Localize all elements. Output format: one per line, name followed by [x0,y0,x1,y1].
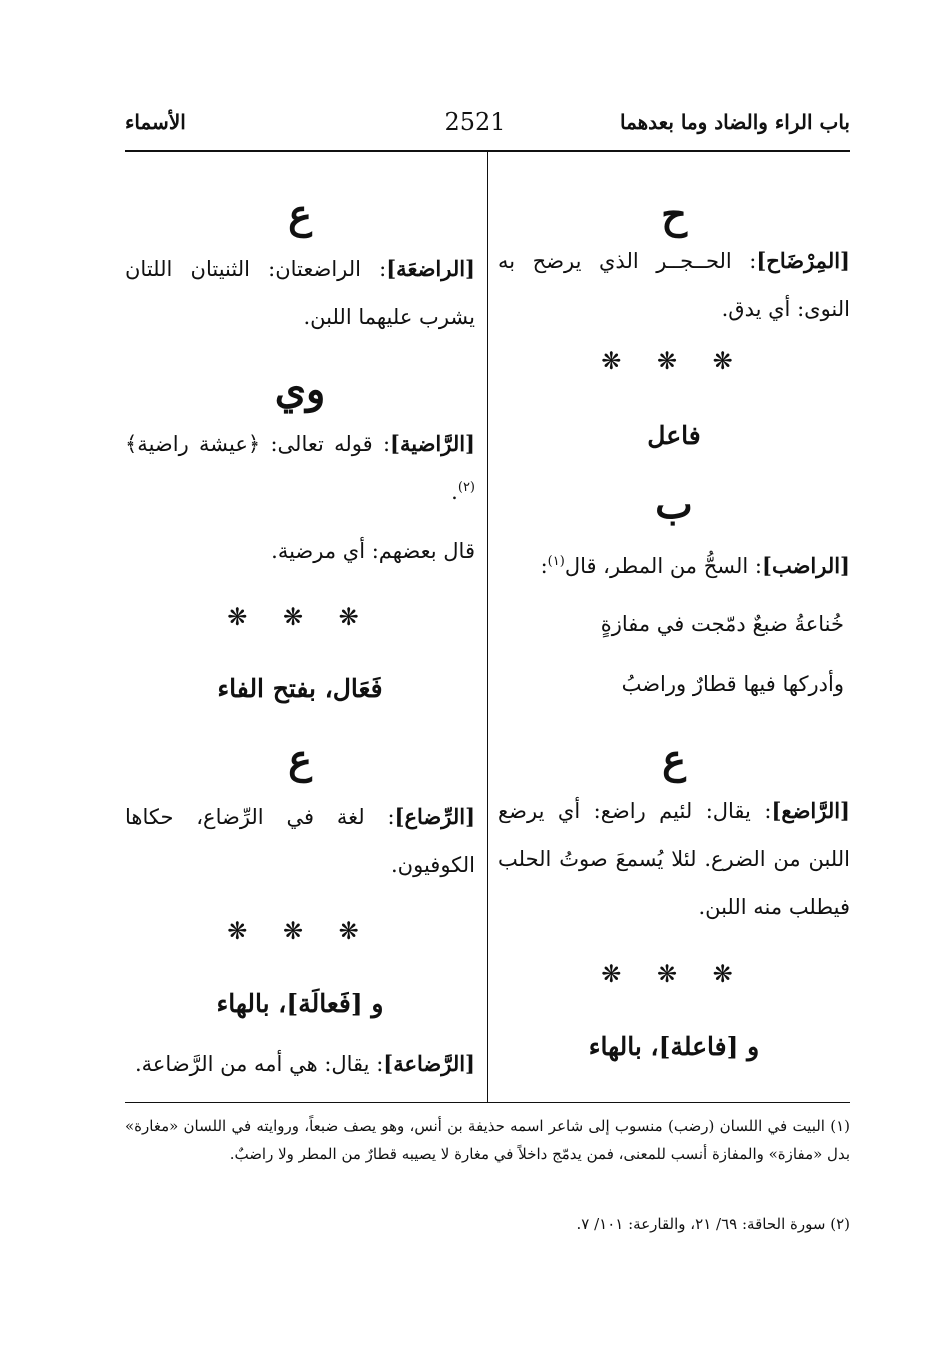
entry-text: : قوله تعالى: ﴿عيشة راضية﴾ [125,432,391,456]
letter-heading: ع [288,736,312,783]
pattern-heading: فَعَال، بفتح الفاء [217,674,383,703]
letter-heading: ب [655,481,693,528]
page-number: 2521 [444,108,506,136]
entry-radia [125,245,475,341]
entry-murdah [498,237,850,333]
footnote-ref: (١) [547,554,565,569]
entry-keyword: [الرَّاضية] [390,431,475,456]
footnote-2: (٢) سورة الحاقة: ٦٩/ ٢١، والقارعة: ١٠١/ ٧. [576,1215,850,1233]
footnote-1: (١) البيت في اللسان (رضب) منسوب إلى شاعر اسمه حذيفة بن أنس، وهو يصف ضبعاً، وروايته في اللسان «مغارة» بدل «مفازة» والمفازة أنسب للمعنى، فمن يدمّج داخلاً في مغارة لا يصيبه قطارٌ من المطر ولا راضبٌ. [125,1117,850,1163]
entry-keyword: [الرَّاضع] [771,798,850,823]
entry-rida [125,793,475,889]
entry-text: : السحُّ من المطر، قال [564,554,763,578]
entry-text: : لغة في الرِّضاع، حكاها الكوفيون. [125,805,475,877]
chapter-title: باب الراء والضاد وما بعدهما [619,110,850,134]
entry-tail: . [451,480,458,504]
pattern-heading: و [فاعلة]، بالهاء [588,1032,760,1061]
entry-text: : يقال: هي أمه من الرَّضاعة. [134,1052,384,1076]
entry-keyword: [الرِّضاع] [394,804,475,829]
letter-heading: ح [661,191,687,238]
pattern-heading: فاعل [647,421,701,450]
entry-comment: قال بعضهم: أي مرضية. [271,539,475,563]
entry-keyword: [الراضعَة] [386,256,475,281]
pattern-heading: و [فَعالَة]، بالهاء [216,989,384,1018]
letter-heading: ع [662,736,686,783]
entry-radi [498,787,850,931]
separator-stars: ❋ ❋ ❋ [601,960,747,988]
entry-tail: : [540,554,548,578]
entry-radib [498,542,850,590]
footnote-rule [125,1102,850,1103]
section-title: الأسماء [125,110,186,134]
verse-line: وأدركها فيها قطارٌ وراضبُ [621,672,844,696]
verse-line: خُناعةُ ضبعٌ دمّجت في مفازةٍ [600,612,844,636]
entry-keyword: [الراضب] [762,553,850,578]
entry-radaa [125,1040,475,1088]
separator-stars: ❋ ❋ ❋ [227,917,373,945]
separator-stars: ❋ ❋ ❋ [227,603,373,631]
entry-text: : الحــجــر الذي يرضح به النوى: أي يدق. [498,249,850,321]
letter-heading: ع [288,191,312,238]
column-divider [487,152,488,1102]
entry-keyword: [المِرْضَاح] [756,248,850,273]
entry-text: : الراضعتان: الثنيتان اللتان يشرب عليهما اللبن. [125,257,475,329]
footnote-ref: (٢) [457,480,475,495]
entry-radiya [125,420,475,516]
entry-text: : يقال: لئيم راضع: أي يرضع اللبن من الضرع. لئلا يُسمعَ صوتُ الحلب فيطلب منه اللبن. [498,799,850,919]
letter-heading: وي [274,366,326,413]
separator-stars: ❋ ❋ ❋ [601,347,747,375]
entry-keyword: [الرَّضاعة] [383,1051,475,1076]
